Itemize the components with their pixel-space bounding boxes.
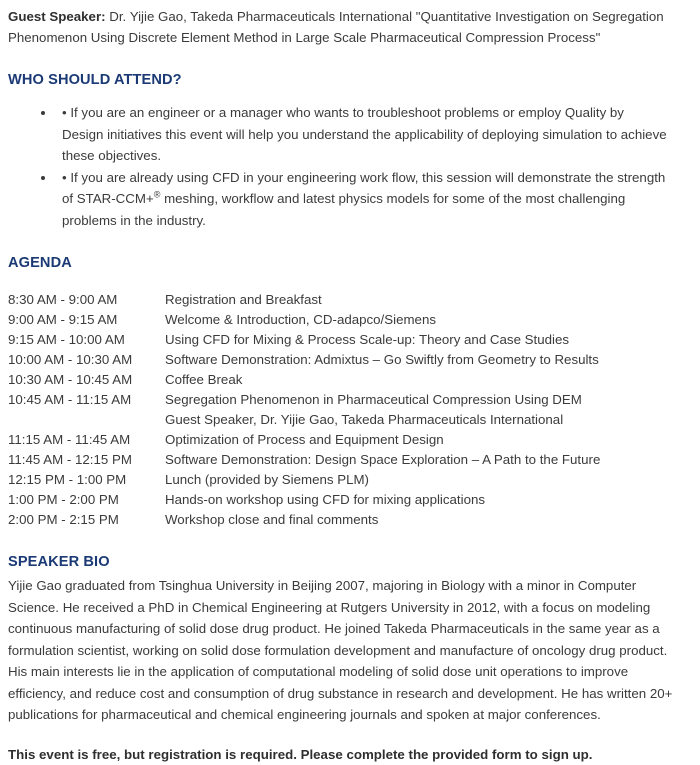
agenda-description: Workshop close and final comments [165,512,379,527]
who-should-attend-heading: WHO SHOULD ATTEND? [8,72,182,88]
agenda-time: 11:15 AM - 11:45 AM [8,432,131,447]
table-row [8,430,690,450]
agenda-time: 11:45 AM - 12:15 PM [8,452,132,467]
guest-speaker-intro [8,6,690,48]
agenda-description: Optimization of Process and Equipment Design [165,432,444,447]
agenda-description: Software Demonstration: Design Space Exploration – A Path to the Future [165,452,601,467]
who-should-attend-list [8,102,690,231]
table-row [8,390,690,430]
speaker-bio-text: Yijie Gao graduated from Tsinghua University in Beijing 2007, majoring in Biology with a minor in Computer Science. He received a PhD in Chemical Engineering at Rutgers University in 2012, with a focus on modeling continuous manufacturing of solid dose drug product. He joined Takeda Pharmaceuticals in the same year as a formulation scientist, working on solid dose formulation development and manufacture of oncology drug product. His main interests lie in the application of computational modeling of solid dose unit operations to improve efficiency, and reduce cost and consumption of drug substance in research and development. He has written 20+ publications for pharmaceutical and chemical engineering journals and spoken at major conferences. [8,578,673,722]
agenda-description: Lunch (provided by Siemens PLM) [165,472,369,487]
list-item-text-continued: meshing, workflow and latest physics models for some of the most challenging problems in the industry. [62,191,626,228]
table-row [8,370,690,390]
agenda-time: 9:15 AM - 10:00 AM [8,332,125,347]
agenda-time: 9:00 AM - 9:15 AM [8,312,118,327]
table-row [8,470,690,490]
agenda-time: 12:15 PM - 1:00 PM [8,472,127,487]
agenda-time: 1:00 PM - 2:00 PM [8,492,119,507]
agenda-time: 10:00 AM - 10:30 AM [8,352,133,367]
table-row [8,350,690,370]
agenda-description: Hands-on workshop using CFD for mixing applications [165,492,486,507]
table-row [8,310,690,330]
agenda-description: Using CFD for Mixing & Process Scale-up: Theory and Case Studies [165,332,570,347]
agenda-description: Welcome & Introduction, CD-adapco/Siemens [165,312,436,327]
table-row [8,510,690,530]
guest-speaker-text: Dr. Yijie Gao, Takeda Pharmaceuticals International "Quantitative Investigation on Segregation Phenomenon Using Discrete Element Method in Large Scale Pharmaceutical Compression Process" [8,9,664,45]
table-row [8,490,690,510]
registration-notice: This event is free, but registration is required. Please complete the provided form to sign up. [8,746,593,762]
agenda-time: 8:30 AM - 9:00 AM [8,292,118,307]
guest-speaker-label: Guest Speaker: [8,9,106,24]
agenda-description [165,390,690,430]
agenda-description: Coffee Break [165,372,243,387]
agenda-time: 10:30 AM - 10:45 AM [8,372,133,387]
agenda-heading: AGENDA [8,255,72,271]
agenda-time: 2:00 PM - 2:15 PM [8,512,119,527]
agenda-description: Software Demonstration: Admixtus – Go Swiftly from Geometry to Results [165,352,599,367]
agenda-time: 10:45 AM - 11:15 AM [8,392,132,407]
list-item-text: • If you are already using CFD in your engineering work flow, this session will demonstrate the strength of STAR-CCM+ [62,169,666,206]
list-item: • • If you are an engineer or a manager who wants to troubleshoot problems or employ Quality by Design initiatives this event will help you understand the applicability of deploying simulation to achieve these objectives. [56,102,690,167]
agenda-table [8,290,690,530]
list-item [56,167,690,232]
agenda-description: Registration and Breakfast [165,292,322,307]
table-row [8,450,690,470]
registered-trademark-icon: ® [153,189,161,200]
agenda-description-sub: Guest Speaker, Dr. Yijie Gao, Takeda Pharmaceuticals International [165,412,564,427]
speaker-bio-heading: SPEAKER BIO [8,554,110,570]
agenda-description-main: Segregation Phenomenon in Pharmaceutical Compression Using DEM [165,392,582,407]
table-row [8,330,690,350]
table-row [8,290,690,310]
